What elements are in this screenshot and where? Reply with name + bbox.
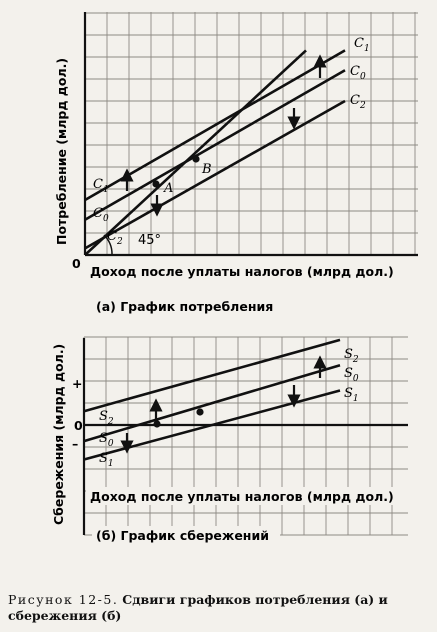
label-s0-left: $S_0$ [99,431,114,449]
consumption-chart [54,12,418,315]
legend-c2-sub: 2 [359,101,366,111]
point-b [192,155,199,162]
chart-title-b: (б) График сбережений [96,528,269,543]
minus-label-b: – [72,436,79,451]
legend-s1-sub: 1 [352,394,359,404]
zero-label-b: 0 [74,418,83,433]
legend-s2: $S_2$ [344,347,359,365]
label-c2-left-sub: 2 [116,237,123,247]
plus-label-b: + [72,376,83,391]
label-c2-left: $C_2$ [107,229,123,247]
series-line-45 [85,50,306,255]
point-b-label: B [202,162,212,177]
x-axis-label-b: Доход после уплаты налогов (млрд дол.) [90,489,394,504]
y-axis-label-a: Потребление (млрд дол.) [54,57,69,245]
legend-c0-sub: 0 [359,72,366,82]
legend-s0-sub: 0 [352,374,359,384]
legend-c2: $C_2$ [350,93,366,111]
figure-caption [8,592,428,624]
legend-c0: $C_0$ [350,64,366,82]
origin-label: 0 [72,256,81,271]
label-c1-left: $C_1$ [93,177,109,195]
label-c1-left-sub: 1 [102,185,109,195]
angle-label: 45° [138,233,162,248]
series-line-c1 [85,50,345,200]
point-a [152,180,159,187]
point-a-label: A [164,181,174,196]
label-c0-left-sub: 0 [102,214,109,224]
chart-title-a: (а) График потребления [96,299,274,314]
legend-s0: $S_0$ [344,366,359,384]
label-s2-left-sub: 2 [107,417,114,427]
legend-c1: $C_1$ [354,36,370,54]
point-s0-break-even [153,420,160,427]
legend-s1: $S_1$ [344,386,359,404]
legend-s2-sub: 2 [352,355,359,365]
label-s0-left-sub: 0 [107,439,114,449]
caption-number: Рисунок 12-5. [8,592,119,607]
x-axis-label-a: Доход после уплаты налогов (млрд дол.) [90,264,394,279]
caption-title: Сдвиги графиков потребления (а) и сбережения (б) [8,592,388,623]
label-s1-left: $S_1$ [99,451,114,469]
savings-chart [51,337,411,544]
label-c0-left: $C_0$ [93,206,109,224]
point-s0-b [196,408,203,415]
label-s1-left-sub: 1 [107,459,114,469]
label-s2-left: $S_2$ [99,409,114,427]
legend-c1-sub: 1 [363,44,370,54]
y-axis-label-b: Сбережения (млрд дол.) [51,343,66,525]
